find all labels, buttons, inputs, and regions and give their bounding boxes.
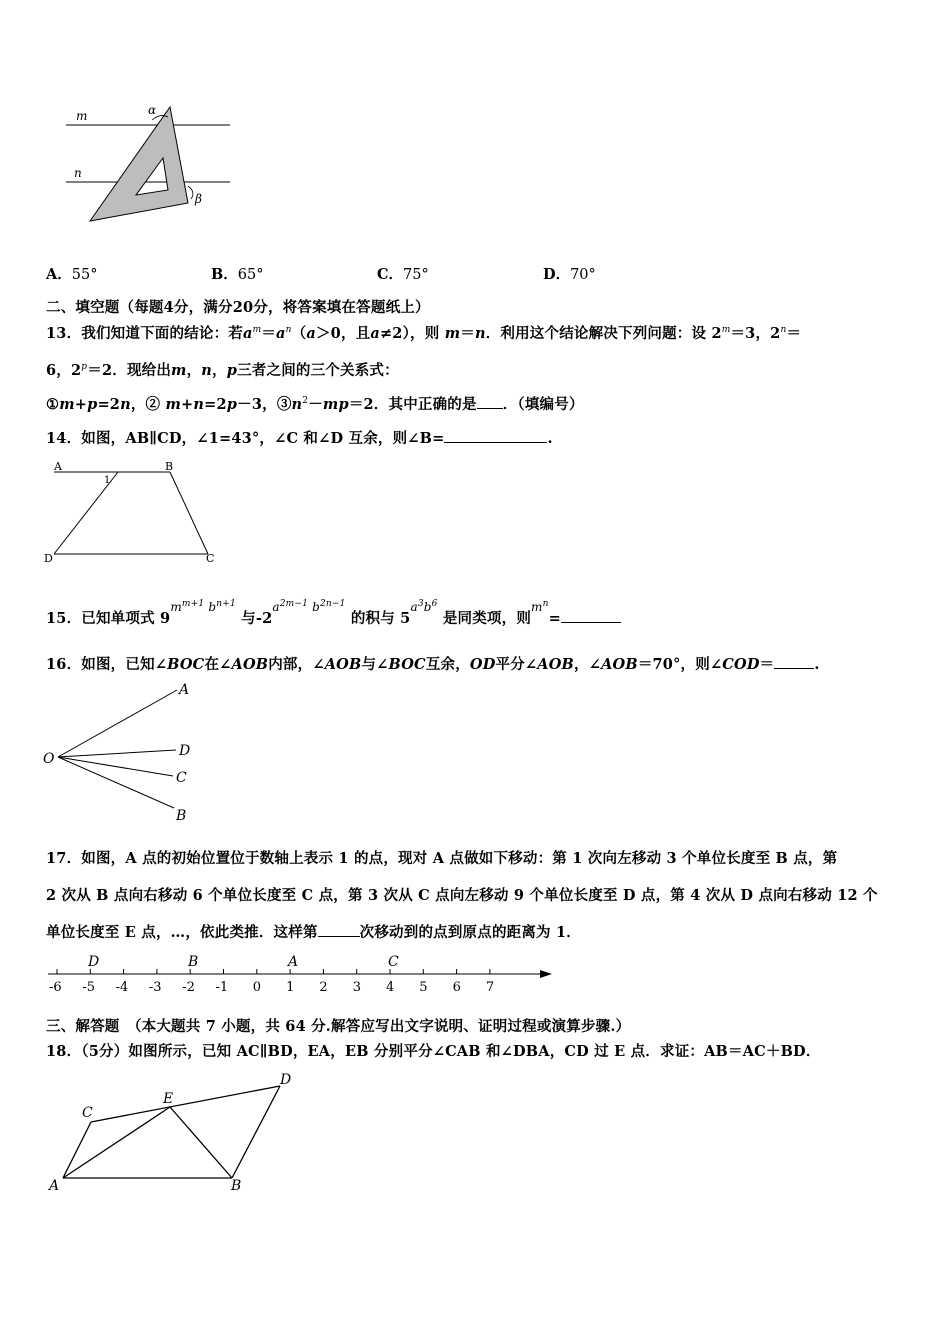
tick-label: -1	[215, 980, 229, 995]
tick-label: 1	[286, 980, 295, 995]
q17-line2: 2 次从 B 点向右移动 6 个单位长度至 C 点，第 3 次从 C 点向左移动 9 个单位长度至 D 点，第 4 次从 D 点向右移动 12 个	[46, 887, 878, 904]
label-D: D	[179, 743, 191, 759]
q14-trapezoid-figure	[44, 458, 224, 568]
option-c: C．75°	[377, 266, 429, 283]
tick-label: 0	[252, 980, 262, 995]
q17-answer-blank[interactable]	[318, 936, 360, 937]
tick-label: 6	[452, 980, 461, 995]
label-A: A	[49, 1178, 60, 1194]
q17-number-line	[40, 950, 560, 1000]
q18-text: 18．（5分）如图所示，已知 AC∥BD，EA，EB 分别平分∠CAB 和∠DBA，CD 过 E 点．求证：AB＝AC＋BD．	[46, 1043, 821, 1060]
label-C: C	[82, 1105, 93, 1121]
q16-angle-figure	[40, 680, 210, 825]
label-beta: β	[195, 192, 202, 206]
label-A: A	[54, 460, 62, 473]
label-D: D	[44, 552, 53, 565]
q17-line3: 单位长度至 E 点，…，依此类推．这样第 次移动到的点到原点的距离为 1．	[46, 924, 581, 941]
label-D: D	[280, 1072, 292, 1088]
point-D: D	[88, 954, 100, 970]
label-B: B	[176, 808, 187, 824]
tick-label: 5	[419, 980, 428, 995]
section-2-title: 二、填空题（每题4分，满分20分，将答案填在答题纸上）	[46, 299, 430, 316]
tick-label: 7	[485, 980, 495, 995]
q15-answer-blank[interactable]	[561, 622, 621, 623]
label-E: E	[163, 1091, 174, 1107]
q15-text: 15．已知单项式 $9^{m^{m+1} b^{n+1}}$ 与$-2^{a^{2m-1} b^{2n-1}}$ 的积与 $5^{a^3b^6}$ 是同类项，则$^{m^n}$=	[46, 607, 621, 628]
q14-answer-blank[interactable]	[444, 442, 547, 443]
label-C: C	[176, 770, 187, 786]
q13-line1: 13．我们知道下面的结论：若$a^m=a^n(a>0$，且a≠2），则 m＝n．利用这个结论解决下列问题：设 $2^m=3$，$2^n=$	[46, 325, 802, 342]
tick-label: -2	[182, 980, 195, 995]
tick-label: 2	[319, 980, 328, 995]
label-alpha: α	[148, 103, 157, 117]
tick-label: -5	[82, 980, 95, 995]
set-square	[90, 107, 188, 221]
option-b: B．65°	[211, 266, 264, 283]
q18-figure	[44, 1065, 304, 1195]
q14-text: 14．如图，AB∥CD，∠1=43°，∠C 和∠D 互余，则∠B= .	[46, 430, 553, 447]
label-C: C	[206, 552, 215, 565]
q13-line3: ①m+p=2n，② m+n=2p－3，$③n^2-mp=2$．其中正确的是 ．（填编号）	[46, 396, 584, 413]
label-m: m	[76, 109, 88, 123]
point-B: B	[188, 954, 199, 970]
point-C: C	[388, 954, 399, 970]
label-B: B	[231, 1178, 242, 1194]
label-A: A	[179, 682, 190, 698]
tick-label: -6	[49, 980, 62, 995]
point-A: A	[288, 954, 299, 970]
option-d: D．70°	[543, 266, 596, 283]
q16-text: 16．如图，已知∠BOC在∠AOB内部，∠AOB与∠BOC互余，OD平分∠AOB，∠AOB＝70°，则∠COD＝ .	[46, 656, 820, 673]
q16-answer-blank[interactable]	[774, 668, 814, 669]
tick-label: -3	[148, 980, 162, 995]
q12-triangle-figure	[60, 100, 240, 230]
section-3-title: 三、解答题 （本大题共 7 小题，共 64 分.解答应写出文字说明、证明过程或演算步骤.）	[46, 1018, 631, 1035]
q13-line2: 6，$2^p=2$．现给出m，n，p三者之间的三个关系式：	[46, 362, 399, 379]
tick-label: 3	[352, 980, 361, 995]
label-n: n	[74, 166, 82, 180]
label-B: B	[165, 460, 174, 473]
q13-answer-blank[interactable]	[477, 408, 503, 409]
tick-label: 4	[386, 980, 395, 995]
tick-label: -4	[115, 980, 129, 995]
q17-line1: 17．如图，A 点的初始位置位于数轴上表示 1 的点，现对 A 点做如下移动：第 1 次向左移动 3 个单位长度至 B 点，第	[46, 850, 838, 867]
option-a: A．55°	[46, 266, 98, 283]
label-1: 1	[104, 475, 111, 486]
label-O: O	[43, 751, 55, 767]
